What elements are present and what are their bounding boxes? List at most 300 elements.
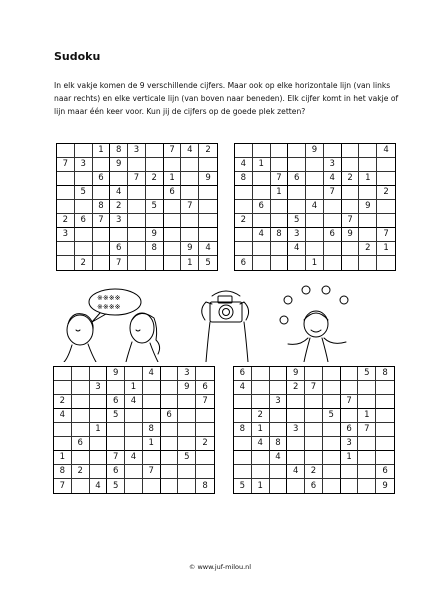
sudoku-cell bbox=[234, 437, 252, 451]
sudoku-cell bbox=[54, 367, 72, 381]
sudoku-cell bbox=[199, 186, 217, 200]
sudoku-cell bbox=[342, 158, 360, 172]
sudoku-cell bbox=[376, 437, 394, 451]
sudoku-cell bbox=[305, 395, 323, 409]
footer-credit: © www.juf-milou.nl bbox=[188, 563, 252, 571]
sudoku-cell bbox=[359, 186, 377, 200]
sudoku-cell bbox=[90, 367, 108, 381]
sudoku-cell bbox=[161, 479, 179, 493]
sudoku-cell bbox=[341, 381, 359, 395]
sudoku-cell bbox=[57, 172, 75, 186]
sudoku-cell bbox=[271, 144, 289, 158]
ball-icon bbox=[302, 286, 310, 294]
sudoku-cell: 1 bbox=[358, 409, 376, 423]
sudoku-cell: 3 bbox=[128, 144, 146, 158]
sudoku-cell: 5 bbox=[234, 479, 252, 493]
sudoku-cell bbox=[57, 186, 75, 200]
sudoku-cell: 5 bbox=[146, 200, 164, 214]
sudoku-cell bbox=[288, 256, 306, 270]
sudoku-cell bbox=[253, 242, 271, 256]
sudoku-cell: 4 bbox=[143, 367, 161, 381]
sudoku-cell: 1 bbox=[93, 144, 111, 158]
sudoku-cell bbox=[306, 214, 324, 228]
sudoku-cell: 3 bbox=[110, 214, 128, 228]
speech-bubble-icon bbox=[89, 289, 141, 315]
sudoku-cell: 7 bbox=[110, 256, 128, 270]
sudoku-cell bbox=[287, 395, 305, 409]
sudoku-cell: 4 bbox=[110, 186, 128, 200]
sudoku-cell bbox=[161, 451, 179, 465]
sudoku-cell: 2 bbox=[342, 172, 360, 186]
sudoku-cell bbox=[161, 437, 179, 451]
sudoku-cell bbox=[146, 158, 164, 172]
sudoku-cell bbox=[377, 172, 395, 186]
sudoku-cell: 6 bbox=[164, 186, 182, 200]
sudoku-cell: 1 bbox=[54, 451, 72, 465]
sudoku-cell bbox=[128, 200, 146, 214]
sudoku-cell bbox=[358, 437, 376, 451]
sudoku-cell: 6 bbox=[161, 409, 179, 423]
sudoku-cell bbox=[253, 186, 271, 200]
sudoku-cell bbox=[271, 214, 289, 228]
sudoku-cell: 5 bbox=[323, 409, 341, 423]
sudoku-cell bbox=[93, 158, 111, 172]
sudoku-cell bbox=[181, 186, 199, 200]
sudoku-cell bbox=[376, 381, 394, 395]
sudoku-cell bbox=[72, 479, 90, 493]
sudoku-cell bbox=[181, 228, 199, 242]
sudoku-cell: 7 bbox=[93, 214, 111, 228]
sudoku-cell: 8 bbox=[234, 423, 252, 437]
sudoku-cell bbox=[75, 200, 93, 214]
sudoku-cell: 7 bbox=[196, 395, 214, 409]
sudoku-cell bbox=[306, 172, 324, 186]
sudoku-cell bbox=[196, 465, 214, 479]
sudoku-cell bbox=[358, 381, 376, 395]
sudoku-cell: 7 bbox=[164, 144, 182, 158]
sudoku-cell bbox=[72, 409, 90, 423]
sudoku-cell bbox=[288, 186, 306, 200]
sudoku-cell bbox=[288, 144, 306, 158]
sudoku-cell bbox=[178, 423, 196, 437]
sudoku-cell: 3 bbox=[270, 395, 288, 409]
sudoku-cell: 8 bbox=[93, 200, 111, 214]
sudoku-cell bbox=[252, 395, 270, 409]
sudoku-cell bbox=[377, 256, 395, 270]
sudoku-cell: 3 bbox=[90, 381, 108, 395]
sudoku-cell bbox=[252, 465, 270, 479]
sudoku-cell bbox=[359, 214, 377, 228]
sudoku-cell: 9 bbox=[287, 367, 305, 381]
sudoku-cell: 5 bbox=[107, 409, 125, 423]
sudoku-cell: 8 bbox=[146, 242, 164, 256]
sudoku-cell bbox=[342, 200, 360, 214]
sudoku-cell bbox=[54, 423, 72, 437]
sudoku-cell bbox=[323, 451, 341, 465]
sudoku-cell bbox=[306, 242, 324, 256]
sudoku-cell: 4 bbox=[252, 437, 270, 451]
sudoku-cell: 5 bbox=[107, 479, 125, 493]
sudoku-cell bbox=[271, 158, 289, 172]
ball-icon bbox=[340, 296, 348, 304]
sudoku-cell: 3 bbox=[324, 158, 342, 172]
sudoku-cell bbox=[235, 242, 253, 256]
sudoku-cell bbox=[143, 395, 161, 409]
sudoku-cell: 1 bbox=[253, 158, 271, 172]
sudoku-cell: 6 bbox=[305, 479, 323, 493]
sudoku-cell: 1 bbox=[164, 172, 182, 186]
sudoku-cell: 2 bbox=[75, 256, 93, 270]
sudoku-cell bbox=[288, 158, 306, 172]
sudoku-cell: 4 bbox=[377, 144, 395, 158]
sudoku-cell bbox=[178, 479, 196, 493]
sudoku-cell: 7 bbox=[342, 214, 360, 228]
sudoku-cell bbox=[161, 423, 179, 437]
sudoku-cell: 2 bbox=[235, 214, 253, 228]
sudoku-cell bbox=[376, 409, 394, 423]
instructions-text: In elk vakje komen de 9 verschillende cijfers. Maar ook op elke horizontale lijn (van links naar rechts) en elke verticale lijn (van boven naar beneden). Elk cijfer komt in het vakje of lijn maar één keer voor. Kun jij de cijfers op de goede plek zetten? bbox=[54, 81, 399, 116]
sudoku-cell: 4 bbox=[253, 228, 271, 242]
sudoku-cell bbox=[178, 395, 196, 409]
sudoku-cell: 8 bbox=[270, 437, 288, 451]
sudoku-cell: 6 bbox=[75, 214, 93, 228]
sudoku-cell bbox=[125, 367, 143, 381]
sudoku-cell bbox=[270, 479, 288, 493]
sudoku-cell bbox=[128, 186, 146, 200]
sudoku-cell: 8 bbox=[143, 423, 161, 437]
sudoku-cell bbox=[164, 242, 182, 256]
sudoku-cell: 6 bbox=[235, 256, 253, 270]
sudoku-cell bbox=[270, 381, 288, 395]
sudoku-cell bbox=[306, 158, 324, 172]
sudoku-cell bbox=[125, 437, 143, 451]
sudoku-cell bbox=[72, 451, 90, 465]
sudoku-cell: 7 bbox=[54, 479, 72, 493]
sudoku-cell: 7 bbox=[128, 172, 146, 186]
sudoku-cell: 9 bbox=[146, 228, 164, 242]
sudoku-cell: 5 bbox=[205, 257, 211, 268]
sudoku-cell bbox=[146, 256, 164, 270]
sudoku-cell bbox=[306, 186, 324, 200]
sudoku-cell bbox=[234, 451, 252, 465]
sudoku-cell bbox=[288, 200, 306, 214]
sudoku-cell: 1 bbox=[306, 256, 324, 270]
sudoku-cell: 6 bbox=[288, 172, 306, 186]
sudoku-cell bbox=[93, 242, 111, 256]
sudoku-cell bbox=[341, 367, 359, 381]
sudoku-cell bbox=[90, 465, 108, 479]
sudoku-cell: 6 bbox=[107, 395, 125, 409]
sudoku-cell: 7 bbox=[341, 395, 359, 409]
sudoku-cell: 7 bbox=[181, 200, 199, 214]
sudoku-cell: 4 bbox=[324, 172, 342, 186]
sudoku-cell: 8 bbox=[54, 465, 72, 479]
sudoku-cell: 9 bbox=[382, 480, 388, 491]
sudoku-cell: 6 bbox=[110, 242, 128, 256]
sudoku-cell bbox=[199, 228, 217, 242]
sudoku-cell bbox=[235, 200, 253, 214]
sudoku-grid-1 bbox=[56, 143, 218, 271]
sudoku-cell bbox=[146, 214, 164, 228]
sudoku-cell: 3 bbox=[178, 367, 196, 381]
sudoku-cell bbox=[110, 172, 128, 186]
sudoku-cell bbox=[93, 256, 111, 270]
sudoku-cell bbox=[270, 367, 288, 381]
sudoku-cell bbox=[306, 228, 324, 242]
sudoku-cell bbox=[358, 451, 376, 465]
sudoku-cell: 9 bbox=[178, 381, 196, 395]
sudoku-cell: 9 bbox=[199, 172, 217, 186]
sudoku-cell bbox=[57, 200, 75, 214]
svg-text:※※※※: ※※※※ bbox=[97, 303, 121, 311]
sudoku-cell bbox=[164, 200, 182, 214]
sudoku-cell bbox=[128, 158, 146, 172]
sudoku-cell bbox=[253, 172, 271, 186]
sudoku-cell: 4 bbox=[54, 409, 72, 423]
sudoku-cell bbox=[164, 228, 182, 242]
sudoku-cell bbox=[199, 200, 217, 214]
sudoku-cell bbox=[196, 451, 214, 465]
sudoku-cell bbox=[143, 409, 161, 423]
sudoku-cell: 9 bbox=[306, 144, 324, 158]
sudoku-cell bbox=[196, 409, 214, 423]
sudoku-cell: 4 bbox=[125, 451, 143, 465]
sudoku-cell bbox=[178, 437, 196, 451]
sudoku-cell bbox=[196, 423, 214, 437]
sudoku-cell bbox=[125, 423, 143, 437]
sudoku-cell: 2 bbox=[252, 409, 270, 423]
sudoku-cell bbox=[323, 465, 341, 479]
sudoku-cell bbox=[125, 409, 143, 423]
sudoku-cell: 2 bbox=[199, 144, 217, 158]
sudoku-cell: 9 bbox=[110, 158, 128, 172]
sudoku-cell bbox=[107, 437, 125, 451]
sudoku-cell bbox=[196, 367, 214, 381]
sudoku-cell: 1 bbox=[271, 186, 289, 200]
sudoku-cell bbox=[146, 144, 164, 158]
sudoku-cell bbox=[323, 381, 341, 395]
ball-icon bbox=[322, 286, 330, 294]
sudoku-cell bbox=[90, 409, 108, 423]
sudoku-cell bbox=[235, 144, 253, 158]
sudoku-cell bbox=[161, 381, 179, 395]
sudoku-cell: 8 bbox=[271, 228, 289, 242]
sudoku-cell bbox=[342, 144, 360, 158]
sudoku-cell: 8 bbox=[235, 172, 253, 186]
sudoku-cell: 5 bbox=[358, 367, 376, 381]
sudoku-cell: 8 bbox=[202, 480, 208, 491]
sudoku-cell bbox=[252, 381, 270, 395]
sudoku-cell bbox=[57, 144, 75, 158]
sudoku-cell bbox=[164, 214, 182, 228]
sudoku-cell bbox=[271, 242, 289, 256]
sudoku-cell: 1 bbox=[125, 381, 143, 395]
sudoku-cell bbox=[305, 423, 323, 437]
sudoku-cell bbox=[181, 214, 199, 228]
sudoku-cell bbox=[270, 423, 288, 437]
sudoku-cell: 9 bbox=[107, 367, 125, 381]
sudoku-cell bbox=[341, 409, 359, 423]
ball-icon bbox=[280, 316, 288, 324]
sudoku-cell: 6 bbox=[234, 367, 252, 381]
sudoku-cell bbox=[234, 409, 252, 423]
sudoku-cell bbox=[54, 381, 72, 395]
sudoku-cell: 9 bbox=[181, 242, 199, 256]
sudoku-cell bbox=[128, 228, 146, 242]
sudoku-cell bbox=[199, 158, 217, 172]
sudoku-cell bbox=[287, 479, 305, 493]
sudoku-cell: 6 bbox=[376, 465, 394, 479]
sudoku-cell bbox=[342, 242, 360, 256]
sudoku-cell bbox=[72, 381, 90, 395]
sudoku-cell bbox=[75, 144, 93, 158]
sudoku-cell: 7 bbox=[324, 186, 342, 200]
sudoku-cell: 6 bbox=[196, 381, 214, 395]
sudoku-cell bbox=[376, 423, 394, 437]
sudoku-cell bbox=[75, 228, 93, 242]
sudoku-cell bbox=[93, 228, 111, 242]
sudoku-cell: 2 bbox=[57, 214, 75, 228]
sudoku-cell bbox=[324, 256, 342, 270]
sudoku-cell bbox=[324, 144, 342, 158]
sudoku-cell: 6 bbox=[93, 172, 111, 186]
sudoku-cell: 4 bbox=[125, 395, 143, 409]
sudoku-cell: 2 bbox=[305, 465, 323, 479]
sudoku-grid-4 bbox=[233, 366, 395, 494]
sudoku-cell: 1 bbox=[252, 423, 270, 437]
sudoku-cell bbox=[93, 186, 111, 200]
sudoku-cell bbox=[57, 256, 75, 270]
sudoku-grid-2 bbox=[234, 143, 396, 271]
sudoku-cell bbox=[75, 242, 93, 256]
sudoku-cell: 1 bbox=[341, 451, 359, 465]
sudoku-cell bbox=[234, 395, 252, 409]
sudoku-cell: 2 bbox=[110, 200, 128, 214]
sudoku-cell bbox=[271, 200, 289, 214]
sudoku-cell bbox=[143, 451, 161, 465]
sudoku-cell bbox=[358, 479, 376, 493]
sudoku-cell bbox=[110, 228, 128, 242]
sudoku-cell: 6 bbox=[107, 465, 125, 479]
sudoku-cell: 2 bbox=[72, 465, 90, 479]
sudoku-cell bbox=[341, 465, 359, 479]
sudoku-cell bbox=[323, 367, 341, 381]
sudoku-cell: 3 bbox=[75, 158, 93, 172]
sudoku-cell bbox=[270, 409, 288, 423]
sudoku-cell: 3 bbox=[57, 228, 75, 242]
sudoku-cell: 2 bbox=[54, 395, 72, 409]
sudoku-cell bbox=[253, 214, 271, 228]
sudoku-cell bbox=[72, 423, 90, 437]
sudoku-cell: 5 bbox=[288, 214, 306, 228]
sudoku-cell bbox=[57, 242, 75, 256]
sudoku-cell: 5 bbox=[178, 451, 196, 465]
sudoku-cell bbox=[323, 479, 341, 493]
sudoku-cell bbox=[323, 437, 341, 451]
sudoku-cell bbox=[358, 395, 376, 409]
sudoku-cell bbox=[181, 172, 199, 186]
sudoku-cell bbox=[235, 228, 253, 242]
ball-icon bbox=[284, 296, 292, 304]
sudoku-cell bbox=[324, 242, 342, 256]
sudoku-cell bbox=[161, 465, 179, 479]
sudoku-cell bbox=[305, 451, 323, 465]
sudoku-cell: 1 bbox=[90, 423, 108, 437]
sudoku-cell bbox=[377, 158, 395, 172]
sudoku-cell bbox=[178, 465, 196, 479]
sudoku-cell bbox=[125, 465, 143, 479]
page-title: Sudoku bbox=[54, 50, 101, 63]
sudoku-cell bbox=[143, 479, 161, 493]
sudoku-cell: 4 bbox=[90, 479, 108, 493]
sudoku-cell bbox=[287, 451, 305, 465]
sudoku-cell bbox=[75, 172, 93, 186]
sudoku-cell: 4 bbox=[270, 451, 288, 465]
sudoku-cell: 6 bbox=[72, 437, 90, 451]
sudoku-cell: 4 bbox=[287, 465, 305, 479]
sudoku-cell bbox=[90, 395, 108, 409]
sudoku-cell bbox=[181, 158, 199, 172]
sudoku-cell bbox=[358, 465, 376, 479]
sudoku-cell: 4 bbox=[288, 242, 306, 256]
sudoku-cell: 7 bbox=[358, 423, 376, 437]
sudoku-cell: 6 bbox=[341, 423, 359, 437]
sudoku-cell: 4 bbox=[199, 242, 217, 256]
sudoku-cell: 3 bbox=[287, 423, 305, 437]
sudoku-cell: 6 bbox=[253, 200, 271, 214]
sudoku-cell bbox=[161, 395, 179, 409]
whispering-girls-drawing bbox=[64, 289, 160, 362]
sudoku-cell bbox=[72, 395, 90, 409]
sudoku-cell bbox=[323, 395, 341, 409]
sudoku-cell: 9 bbox=[342, 228, 360, 242]
sudoku-cell: 4 bbox=[235, 158, 253, 172]
sudoku-cell bbox=[107, 423, 125, 437]
sudoku-cell: 6 bbox=[324, 228, 342, 242]
sudoku-cell: 5 bbox=[75, 186, 93, 200]
sudoku-cell bbox=[234, 465, 252, 479]
sudoku-cell bbox=[305, 367, 323, 381]
sudoku-cell bbox=[252, 451, 270, 465]
sudoku-cell bbox=[164, 256, 182, 270]
sudoku-cell bbox=[376, 395, 394, 409]
sudoku-cell: 7 bbox=[107, 451, 125, 465]
sudoku-cell bbox=[287, 437, 305, 451]
sudoku-cell: 7 bbox=[271, 172, 289, 186]
sudoku-cell: 4 bbox=[181, 144, 199, 158]
sudoku-cell bbox=[359, 228, 377, 242]
sudoku-cell: 8 bbox=[376, 367, 394, 381]
illustration bbox=[60, 280, 380, 362]
sudoku-cell bbox=[253, 256, 271, 270]
sudoku-cell bbox=[305, 437, 323, 451]
sudoku-cell: 1 bbox=[181, 256, 199, 270]
sudoku-cell: 7 bbox=[305, 381, 323, 395]
sudoku-cell bbox=[342, 186, 360, 200]
sudoku-cell bbox=[90, 437, 108, 451]
sudoku-cell: 2 bbox=[287, 381, 305, 395]
sudoku-cell: 1 bbox=[359, 172, 377, 186]
sudoku-cell: 1 bbox=[252, 479, 270, 493]
sudoku-cell: 2 bbox=[196, 437, 214, 451]
sudoku-grid-3 bbox=[53, 366, 215, 494]
sudoku-cell bbox=[54, 437, 72, 451]
sudoku-cell bbox=[376, 451, 394, 465]
sudoku-cell bbox=[178, 409, 196, 423]
sudoku-cell: 7 bbox=[57, 158, 75, 172]
sudoku-cell bbox=[305, 409, 323, 423]
sudoku-cell: 7 bbox=[143, 465, 161, 479]
